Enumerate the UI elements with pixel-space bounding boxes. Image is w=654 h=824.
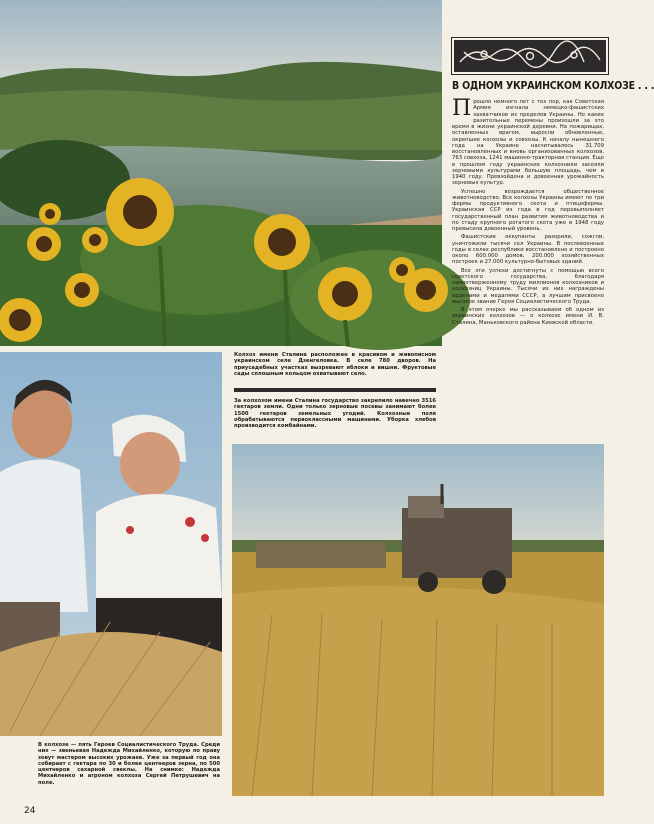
combine-harvest-photo (232, 444, 604, 796)
article-paragraph: Успешно возрождается общественное животноводство. Все колхозы Украины имеют по три фермы продуктивного скота и птицефермы. Украинская ССР из года в год перевыполняет государственный план развития животноводства и по стаду крупного рогатого скота уже в 1948 году превысила довоенный уровень. (452, 188, 604, 232)
article-paragraph: рошло немного лет с тех пор, как Советская Армия изгнала немецко-фашистских захватчиков из пределов Украины. Но какие разительные перемены произошли за это время в жизни украинской деревни. На пожарищах, оставленных врагом, выросли обновленные, окрепшие колхозы и совхозы. К началу нынешнего года на Украине насчитывалось 31.709 восстановленных и вновь организованных колхозов, 763 совхоза, 1241 машинно-тракторная станция. Еще в прошлом году украинские колхозники засеяли зерновыми культурами большую площадь, чем в 1940 году. Превзойдена и довоенная урожайность зерновых культур. (452, 99, 604, 187)
harvest-caption: За колхозом имени Сталина государство закрепило навечно 3516 гектаров земли. Одни только зерновые посевы занимают более 1500 гектаров земельных угодий. Колхозные поля обрабатываются первоклассными машинами. Уборка хлебов производится комбайнами. (234, 398, 436, 430)
page-number: 24 (24, 806, 36, 816)
divider-ornament (234, 388, 436, 392)
article-paragraph: Фашистские оккупанты разорили, сожгли, уничтожили тысячи сел Украины. В послевоенные годы в селах республики восстановлено и построено около 600.000 домов, 200.000 хозяйственных построек и 27.000 культурно-бытовых зданий. (452, 234, 604, 266)
sunflower-caption: Колхоз имени Сталина расположен в красивом и живописном украинском селе Дзенгеловка. В селе 780 дворов. На приусадебных участках вызревают яблоки и вишни. Фруктовые сады сплошным кольцом охватывают село. (234, 352, 436, 377)
ornament-banner (452, 38, 608, 74)
article-title: В ОДНОМ УКРАИНСКОМ КОЛХОЗЕ . . . (452, 80, 654, 92)
article-paragraph: Все эти успехи достигнуты с помощью всего советского государства, благодаря самоотверженному труду миллионов колхозников и колхозниц Украины. Тысячи из них награждены орденами и медалями СССР, а лучшим присвоено высокое звание Героя Социалистического Труда. (452, 267, 604, 305)
farmers-portrait-photo (0, 352, 222, 736)
drop-cap: П (452, 96, 472, 121)
article-body (452, 96, 604, 328)
portrait-caption: В колхозе — пять Героев Социалистического Труда. Среди них — звеньевая Надежда Михайленко, которую по праву зовут мастером высоких урожаев. Уже за первый год она собирает с гектара по 30 и более центнеров зерна, по 500 центнеров сахарной свеклы. На снимке: Надежда Михайленко и агроном колхоза Сергей Петрушевич на поле. (38, 742, 220, 786)
article-paragraph: В этом очерке мы рассказываем об одном из украинских колхозов — о колхозе имени И. В. Сталина, Маньковского района Киевской области. (452, 307, 604, 326)
sunflower-field-photo (0, 0, 442, 346)
